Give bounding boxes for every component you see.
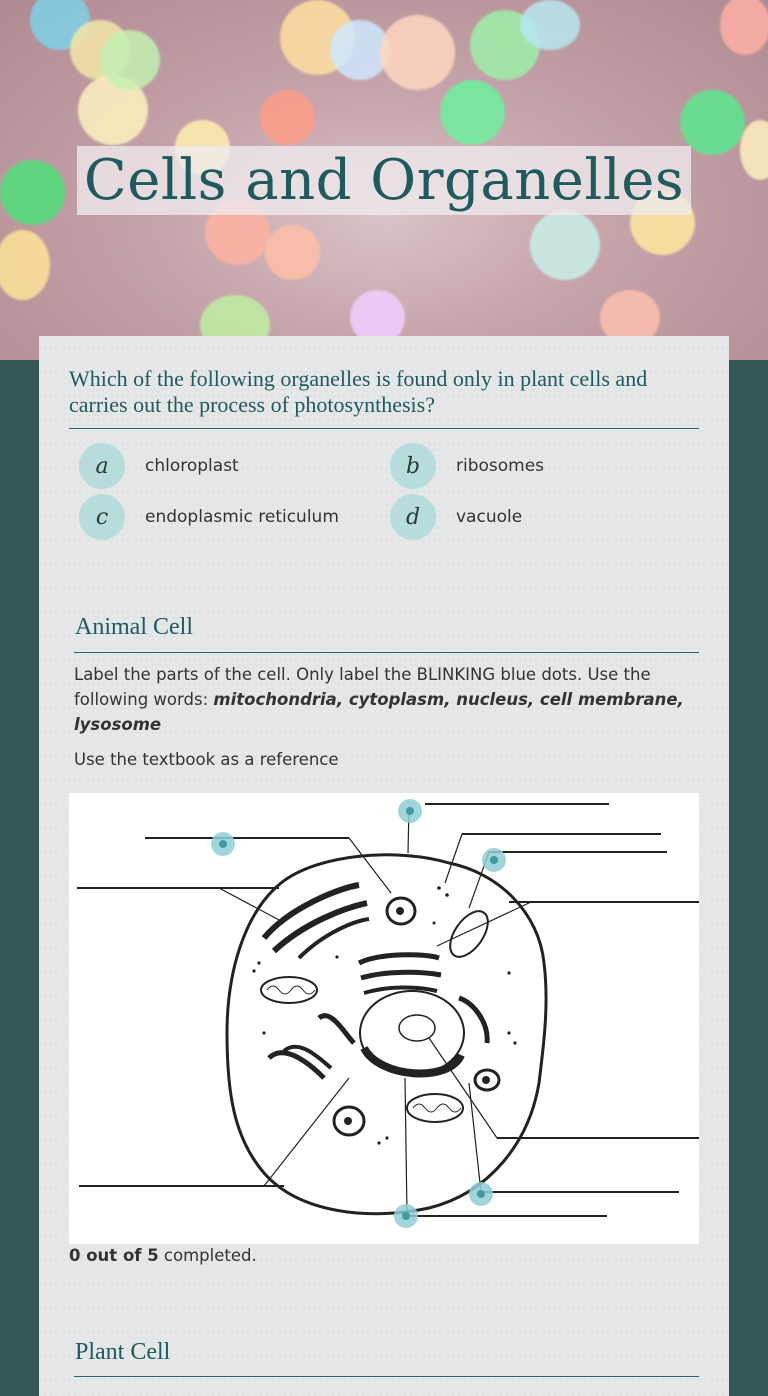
instructions-word-list: mitochondria, cytoplasm, nucleus, cell membrane, lysosome xyxy=(74,690,684,734)
answer-d-badge: d xyxy=(390,494,436,540)
hotspot-left[interactable] xyxy=(211,832,235,856)
answer-a-badge: a xyxy=(79,443,125,489)
question-text: Which of the following organelles is found only in plant cells and carries out the process of photosynthesis? xyxy=(69,366,648,417)
header-banner xyxy=(0,0,768,360)
hotspot-right-top[interactable] xyxy=(482,848,506,872)
answer-b-badge: b xyxy=(390,443,436,489)
plant-cell-title: Plant Cell xyxy=(75,1339,171,1365)
question-divider xyxy=(69,428,699,429)
answer-b-label: ribosomes xyxy=(456,456,545,476)
worksheet-card xyxy=(39,336,729,1396)
answer-a[interactable] xyxy=(79,443,239,489)
reference-text: Use the textbook as a reference xyxy=(74,750,339,769)
animal-cell-diagram xyxy=(69,793,699,1244)
answer-d-label: vacuole xyxy=(456,507,523,527)
instructions-text: Label the parts of the cell. Only label the BLINKING blue dots. Use the following words: xyxy=(74,665,651,709)
progress-suffix: completed. xyxy=(158,1246,257,1265)
progress-count: 0 out of 5 xyxy=(69,1246,159,1265)
hotspot-bottom[interactable] xyxy=(394,1204,418,1228)
answer-c[interactable] xyxy=(79,494,339,540)
answer-a-label: chloroplast xyxy=(145,456,239,476)
answer-b[interactable] xyxy=(390,443,544,489)
animal-cell-divider xyxy=(74,652,699,653)
hotspot-top[interactable] xyxy=(398,799,422,823)
answer-c-badge: c xyxy=(79,494,125,540)
hotspot-bottom-right[interactable] xyxy=(469,1182,493,1206)
cell-illustration xyxy=(69,793,699,1244)
answer-c-label: endoplasmic reticulum xyxy=(145,507,339,527)
answer-d[interactable] xyxy=(390,494,522,540)
title-box xyxy=(77,146,691,215)
animal-cell-title: Animal Cell xyxy=(75,614,193,640)
animal-cell-instructions xyxy=(74,662,689,737)
plant-cell-divider xyxy=(74,1376,699,1377)
progress-status xyxy=(69,1246,257,1265)
page-title: Cells and Organelles xyxy=(83,148,685,213)
